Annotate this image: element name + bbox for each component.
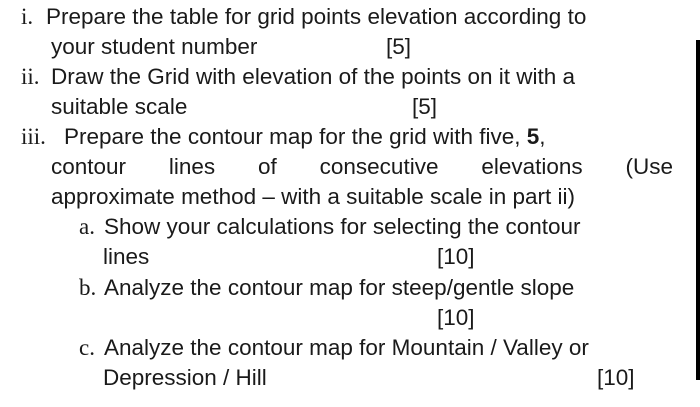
subitem-b-marks: [10] [437,305,475,330]
item-i-label: i. [21,4,34,29]
item-i-text-line1: Prepare the table for grid points elevation according to [46,4,587,29]
item-ii-text-line2: suitable scale [51,94,188,119]
item-iii-word: elevations [481,154,583,179]
subitem-c-text-line2: Depression / Hill [103,365,267,390]
scrollbar-edge [696,40,700,380]
item-i-marks: [5] [386,34,412,59]
subitem-a-text-line2: lines [103,244,150,269]
item-i-text-line2: your student number [51,34,258,59]
item-iii-text-line3: approximate method – with a suitable scale in part ii) [51,184,576,209]
item-iii-word: consecutive [319,154,439,179]
subitem-a-text-line1: Show your calculations for selecting the contour [104,214,581,239]
item-iii-word: (Use [625,154,673,179]
subitem-a-label: a. [79,214,95,239]
item-iii-word: of [258,154,277,179]
item-ii-marks: [5] [412,94,438,119]
subitem-c-label: c. [79,335,95,360]
item-ii-text-line1: Draw the Grid with elevation of the points on it with a [51,64,576,89]
item-iii-text-line1 [64,122,546,153]
item-ii-label: ii. [21,64,40,89]
subitem-b-label: b. [79,275,97,300]
subitem-a-marks: [10] [437,244,475,269]
item-iii-text-line2 [51,152,673,183]
subitem-c-marks: [10] [597,365,635,390]
subitem-b-text-line1: Analyze the contour map for steep/gentle slope [104,275,575,300]
item-iii-line1-bold: 5 [526,124,540,149]
item-iii-label: iii. [21,124,46,149]
item-iii-line1-pre: Prepare the contour map for the grid with five, [64,124,521,149]
item-iii-line1-post: , [539,124,546,149]
item-iii-word: lines [168,154,216,179]
item-iii-word: contour [51,154,127,179]
subitem-c-text-line1: Analyze the contour map for Mountain / Valley or [104,335,589,360]
